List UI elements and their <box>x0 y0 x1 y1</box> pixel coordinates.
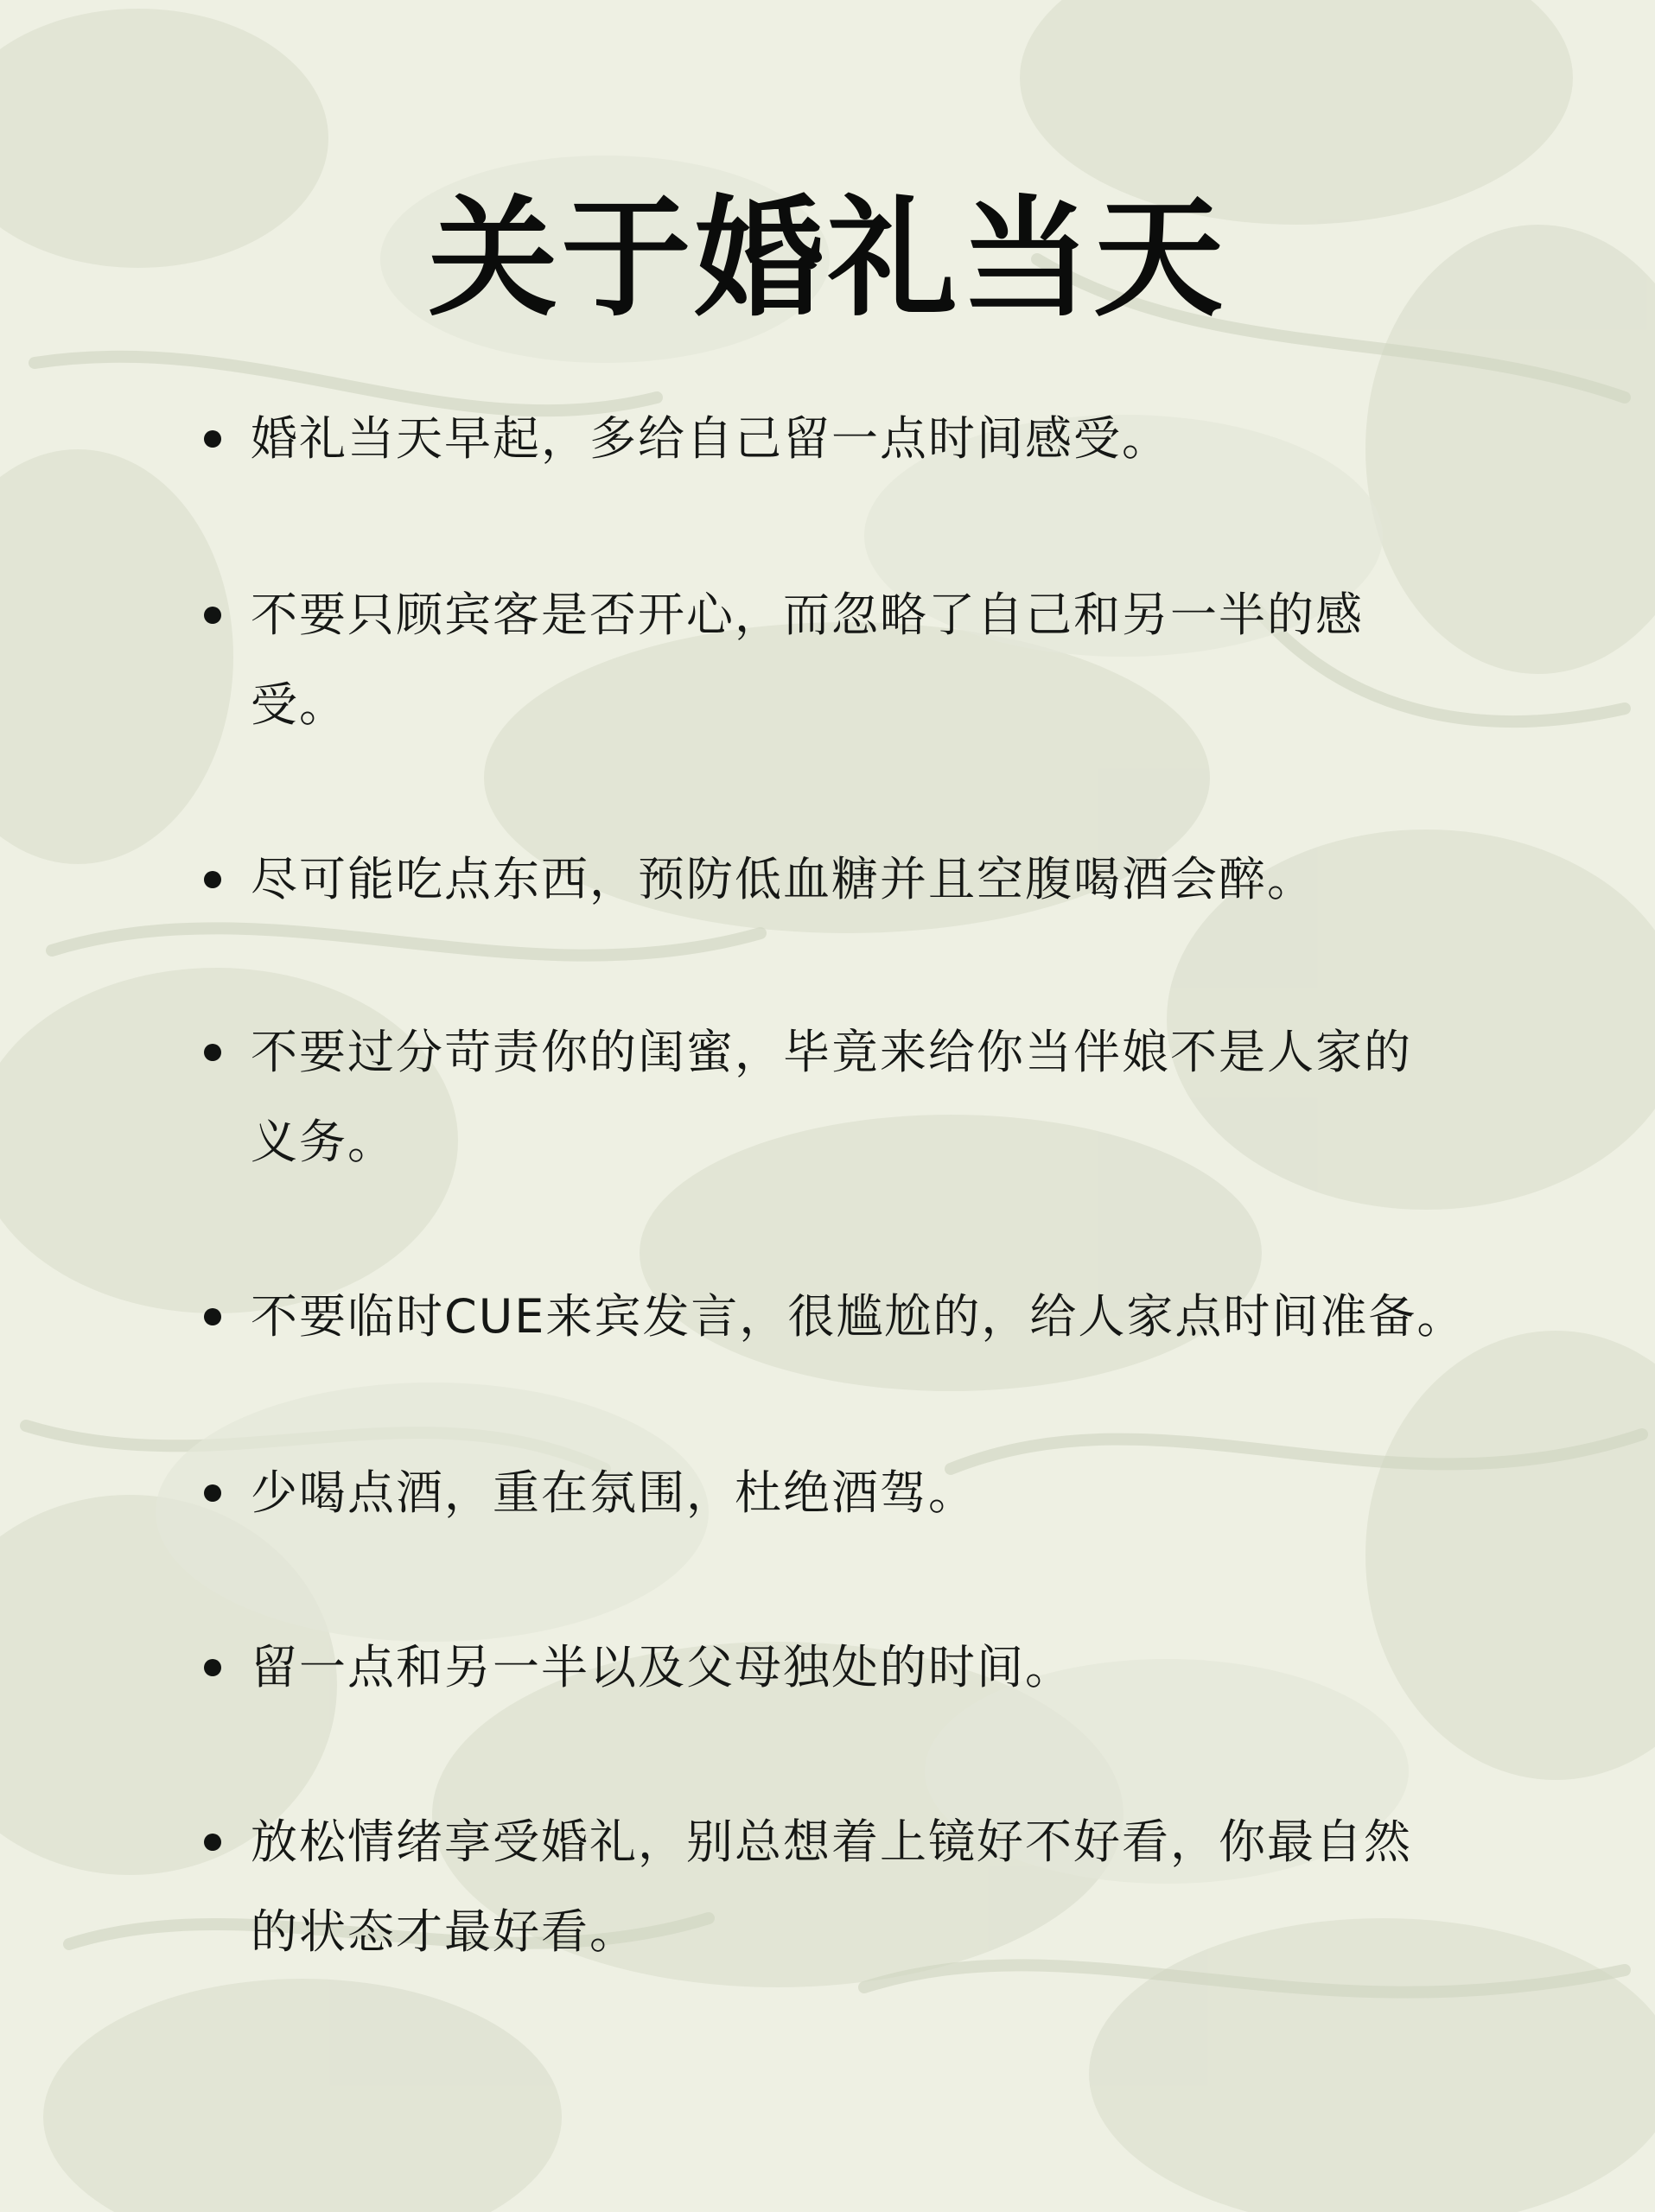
list-item-text: 留一点和另一半以及父母独处的时间。 <box>251 1640 1073 1694</box>
bullet-dot <box>204 430 221 448</box>
bullet-dot <box>204 871 221 888</box>
list-item-text: 少喝点酒，重在氛围，杜绝酒驾。 <box>251 1465 977 1520</box>
list-item-text: 不要临时CUE来宾发言，很尴尬的，给人家点时间准备。 <box>251 1289 1466 1344</box>
list-item-text: 义务。 <box>251 1115 396 1169</box>
list-item-text: 尽可能吃点东西，预防低血糖并且空腹喝酒会醉。 <box>251 852 1315 906</box>
bullet-dot <box>204 1659 221 1676</box>
list-item-text: 不要过分苛责你的闺蜜，毕竟来给你当伴娘不是人家的 <box>251 1025 1412 1079</box>
page-title: 关于婚礼当天 <box>428 184 1227 334</box>
list-item-text: 不要只顾宾客是否开心，而忽略了自己和另一半的感 <box>251 588 1364 642</box>
list-item-text: 受。 <box>251 677 347 732</box>
bullet-dot <box>204 1834 221 1851</box>
bullet-dot <box>204 607 221 624</box>
bullet-dot <box>204 1044 221 1061</box>
list-item-text: 放松情绪享受婚礼，别总想着上镜好不好看，你最自然 <box>251 1815 1412 1869</box>
list-item-text: 婚礼当天早起，多给自己留一点时间感受。 <box>251 411 1170 466</box>
bullet-dot <box>204 1308 221 1325</box>
list-item-text: 的状态才最好看。 <box>251 1904 638 1959</box>
bullet-dot <box>204 1484 221 1502</box>
